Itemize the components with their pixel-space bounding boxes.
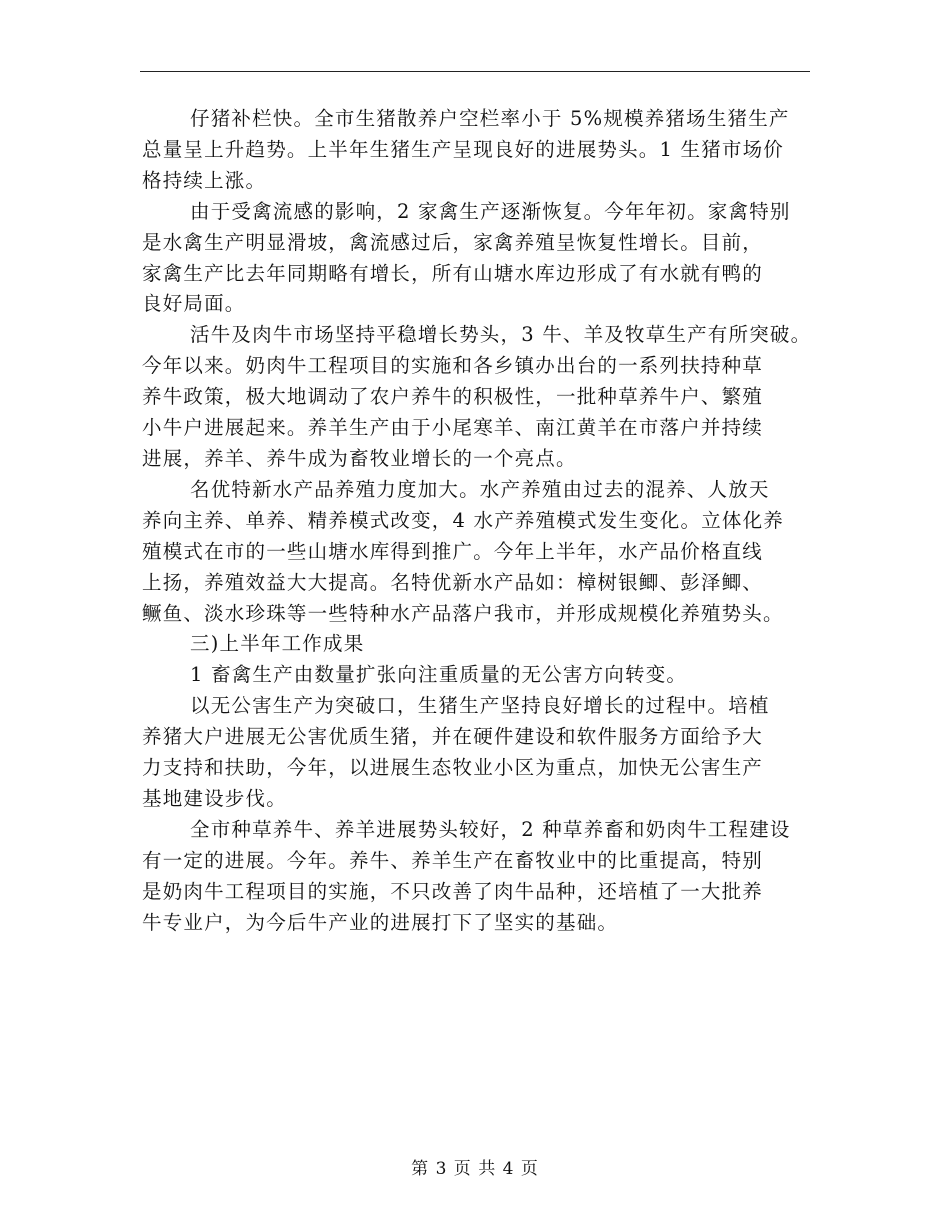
text-line: 力支持和扶助，今年，以进展生态牧业小区为重点，加快无公害生产 [142, 756, 764, 780]
text-line: 小牛户进展起来。养羊生产由于小尾寒羊、南江黄羊在市落户并持续 [142, 416, 764, 440]
text-line: 殖模式在市的一些山塘水库得到推广。今年上半年，水产品价格直线 [142, 539, 764, 563]
text-line: 格持续上涨。 [142, 168, 267, 192]
text-line: 总量呈上升趋势。上半年生猪生产呈现良好的进展势头。1 生猪市场价 [142, 137, 785, 161]
text-line: 养牛政策，极大地调动了农户养牛的积极性，一批种草养牛户、繁殖 [142, 385, 764, 409]
text-line: 进展，养羊、养牛成为畜牧业增长的一个亮点。 [142, 446, 577, 470]
text-line: 由于受禽流感的影响，2 家禽生产逐渐恢复。今年年初。家禽特别 [190, 199, 791, 223]
paragraph-7 [142, 691, 842, 815]
text-line: 有一定的进展。今年。养牛、养羊生产在畜牧业中的比重提高，特别 [142, 848, 764, 872]
text-line: 良好局面。 [142, 292, 246, 316]
text-line: 1 畜禽生产由数量扩张向注重质量的无公害方向转变。 [190, 663, 688, 687]
text-line: 牛专业户，为今后牛产业的进展打下了坚实的基础。 [142, 910, 619, 934]
text-line: 养猪大户进展无公害优质生猪，并在硬件建设和软件服务方面给予大 [142, 725, 764, 749]
text-line: 是奶肉牛工程项目的实施，不只改善了肉牛品种，还培植了一大批养 [142, 879, 764, 903]
paragraph-1 [142, 104, 842, 197]
text-line: 三)上半年工作成果 [190, 632, 365, 656]
text-line: 上扬，养殖效益大大提高。名特优新水产品如：樟树银鲫、彭泽鲫、 [142, 570, 764, 594]
section-heading [142, 629, 842, 660]
text-line: 名优特新水产品养殖力度加大。水产养殖由过去的混养、人放天 [190, 477, 770, 501]
text-line: 是水禽生产明显滑坡，禽流感过后，家禽养殖呈恢复性增长。目前， [142, 230, 764, 254]
text-line: 家禽生产比去年同期略有增长，所有山塘水库边形成了有水就有鸭的 [142, 261, 764, 285]
paragraph-3 [142, 320, 842, 475]
text-line: 全市种草养牛、养羊进展势头较好，2 种草养畜和奶肉牛工程建设 [190, 817, 791, 841]
subsection-heading [142, 660, 842, 691]
page-number: 第 3 页 共 4 页 [411, 1159, 539, 1179]
text-line: 基地建设步伐。 [142, 786, 287, 810]
paragraph-4 [142, 475, 842, 630]
text-line: 今年以来。奶肉牛工程项目的实施和各乡镇办出台的一系列扶持种草 [142, 354, 764, 378]
text-line: 以无公害生产为突破口，生猪生产坚持良好增长的过程中。培植 [190, 694, 770, 718]
text-line: 仔猪补栏快。全市生猪散养户空栏率小于 5%规模养猪场生猪生产 [190, 107, 790, 130]
paragraph-2 [142, 197, 842, 321]
text-line: 活牛及肉牛市场坚持平稳增长势头，3 牛、羊及牧草生产有所突破。 [190, 323, 812, 347]
header-rule [140, 71, 810, 72]
text-line: 鳜鱼、淡水珍珠等一些特种水产品落户我市，并形成规模化养殖势头。 [142, 601, 784, 625]
document-body [142, 104, 842, 938]
text-line: 养向主养、单养、精养模式改变，4 水产养殖模式发生变化。立体化养 [142, 508, 785, 532]
paragraph-8 [142, 815, 842, 939]
